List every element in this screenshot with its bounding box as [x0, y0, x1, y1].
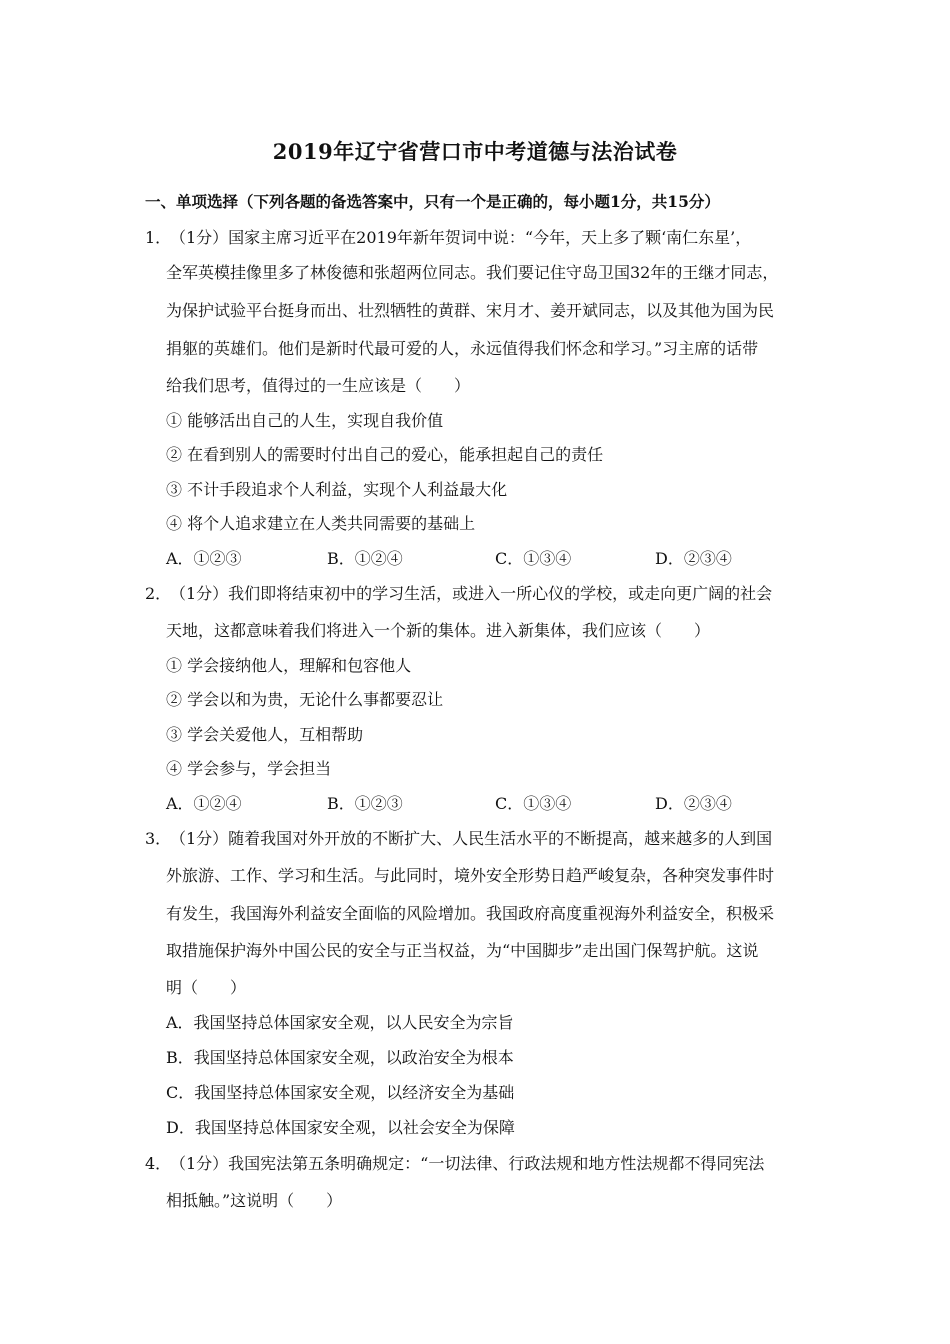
option-d[interactable]: D．我国坚持总体国家安全观，以社会安全为保障 — [166, 1118, 515, 1137]
statement-item: ③ 学会关爱他人，互相帮助 — [166, 725, 364, 744]
statement-item: ① 学会接纳他人，理解和包容他人 — [166, 656, 412, 675]
question-stem-line: （1分）随着我国对外开放的不断扩大、人民生活水平的不断提高，越来越多的人到国 — [170, 829, 773, 848]
question-number: 1． — [145, 228, 172, 247]
question-stem-line: 有发生，我国海外利益安全面临的风险增加。我国政府高度重视海外利益安全，积极采 — [166, 904, 775, 923]
question-stem-line: 全军英模挂像里多了林俊德和张超两位同志。我们要记住守岛卫国32年的王继才同志， — [166, 263, 779, 282]
question-stem-line: （1分）我们即将结束初中的学习生活，或进入一所心仪的学校，或走向更广阔的社会 — [170, 584, 773, 603]
option-a[interactable]: A．①②④ — [166, 794, 242, 813]
option-d[interactable]: D．②③④ — [655, 549, 732, 568]
question-number: 4． — [145, 1154, 172, 1173]
question-stem-line: 外旅游、工作、学习和生活。与此同时，境外安全形势日趋严峻复杂，各种突发事件时 — [166, 866, 775, 885]
question-stem-line: 取措施保护海外中国公民的安全与正当权益，为“中国脚步”走出国门保驾护航。这说 — [166, 941, 759, 960]
question-number: 2． — [145, 584, 172, 603]
page-title: 2019年辽宁省营口市中考道德与法治试卷 — [272, 139, 678, 164]
question-stem-line: （1分）国家主席习近平在2019年新年贺词中说：“今年，天上多了颗‘南仁东星’， — [170, 228, 752, 247]
option-c[interactable]: C．①③④ — [495, 794, 572, 813]
statement-item: ① 能够活出自己的人生，实现自我价值 — [166, 411, 444, 430]
option-c[interactable]: C．①③④ — [495, 549, 572, 568]
option-d[interactable]: D．②③④ — [655, 794, 732, 813]
section-heading: 一、单项选择（下列各题的备选答案中，只有一个是正确的，每小题1分，共15分） — [145, 192, 720, 211]
question-stem-line: 为保护试验平台挺身而出、壮烈牺牲的黄群、宋月才、姜开斌同志，以及其他为国为民 — [166, 301, 775, 320]
option-b[interactable]: B．①②④ — [327, 549, 403, 568]
option-b[interactable]: B．①②③ — [327, 794, 403, 813]
statement-item: ④ 将个人追求建立在人类共同需要的基础上 — [166, 514, 476, 533]
statement-item: ③ 不计手段追求个人利益，实现个人利益最大化 — [166, 480, 508, 499]
question-stem-line: 给我们思考，值得过的一生应该是（ ） — [166, 376, 471, 395]
option-a[interactable]: A．①②③ — [166, 549, 242, 568]
option-c[interactable]: C．我国坚持总体国家安全观，以经济安全为基础 — [166, 1083, 515, 1102]
question-stem-line: （1分）我国宪法第五条明确规定：“一切法律、行政法规和地方性法规都不得同宪法 — [170, 1154, 765, 1173]
question-stem-line: 天地，这都意味着我们将进入一个新的集体。进入新集体，我们应该（ ） — [166, 621, 711, 640]
question-stem-line: 相抵触。”这说明（ ） — [166, 1191, 343, 1210]
question-stem-line: 明（ ） — [166, 978, 247, 997]
statement-item: ② 在看到别人的需要时付出自己的爱心，能承担起自己的责任 — [166, 445, 604, 464]
statement-item: ② 学会以和为贵，无论什么事都要忍让 — [166, 690, 444, 709]
question-number: 3． — [145, 829, 172, 848]
question-stem-line: 捐躯的英雄们。他们是新时代最可爱的人，永远值得我们怀念和学习。”习主席的话带 — [166, 339, 759, 358]
statement-item: ④ 学会参与，学会担当 — [166, 759, 332, 778]
option-b[interactable]: B．我国坚持总体国家安全观，以政治安全为根本 — [166, 1048, 514, 1067]
option-a[interactable]: A．我国坚持总体国家安全观，以人民安全为宗旨 — [166, 1013, 514, 1032]
